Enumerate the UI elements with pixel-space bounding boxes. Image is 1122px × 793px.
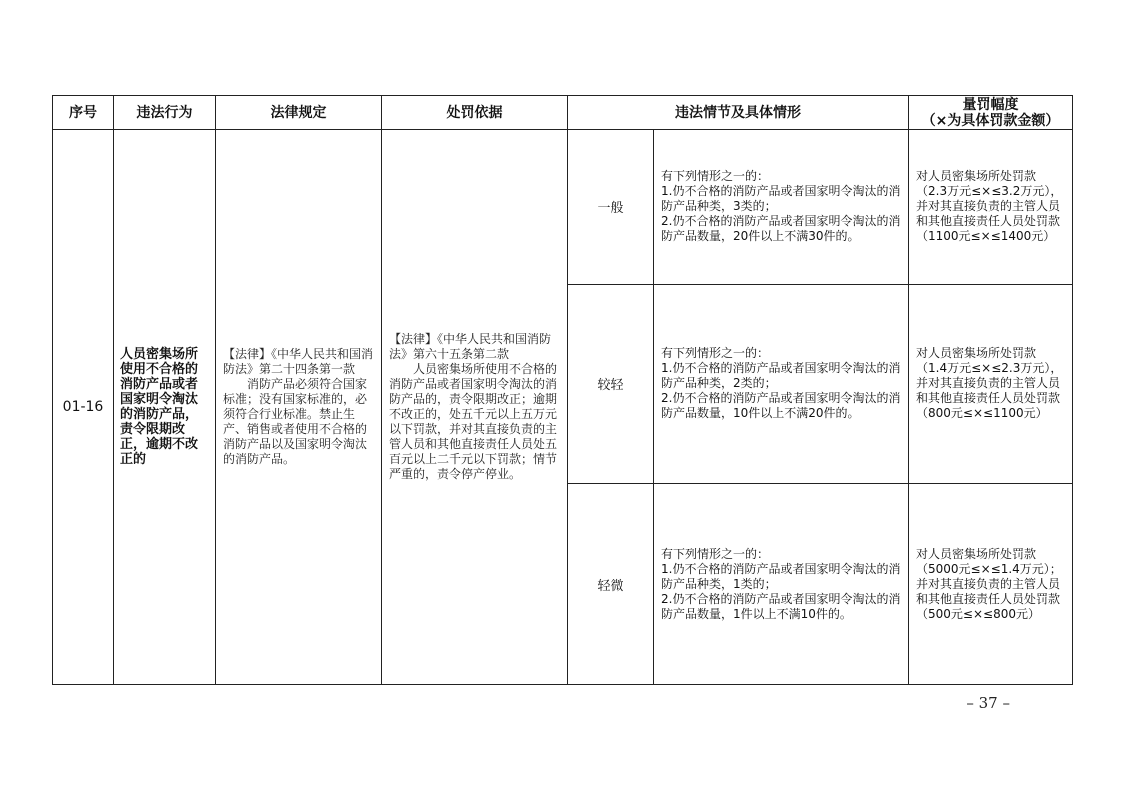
header-id: 序号	[53, 96, 114, 130]
row-basis	[382, 130, 568, 685]
level-circumstance	[654, 284, 909, 484]
basis-body: 人员密集场所使用不合格的消防产品或者国家明令淘汰的消防产品的，责令限期改正；逾期不改正的，处五千元以上五万元以下罚款，并对其直接负责的主管人员和其他直接责任人员处五百元以上二千元以下罚款；情节严重的，责令停产停业。	[389, 362, 558, 481]
header-basis: 处罚依据	[382, 96, 568, 130]
basis-title: 【法律】《中华人民共和国消防法》第六十五条第二款	[389, 332, 552, 361]
level-label: 轻微	[568, 484, 654, 685]
level-label: 一般	[568, 130, 654, 285]
level-label: 较轻	[568, 284, 654, 484]
header-amount-line1: 量罚幅度	[962, 96, 1019, 113]
circumstance-text: 有下列情形之一的： 1.仍不合格的消防产品或者国家明令淘汰的消防产品种类，3类的； 2.仍不合格的消防产品或者国家明令淘汰的消防产品数量，20件以上不满30件的。	[661, 169, 901, 244]
header-circumstance: 违法情节及具体情形	[568, 96, 909, 130]
row-law	[216, 130, 382, 685]
level-circumstance	[654, 130, 909, 285]
header-row	[53, 96, 1073, 130]
circumstance-text: 有下列情形之一的： 1.仍不合格的消防产品或者国家明令淘汰的消防产品种类，2类的； 2.仍不合格的消防产品或者国家明令淘汰的消防产品数量，10件以上不满20件的。	[661, 346, 901, 421]
header-amount-line2: （×为具体罚款金额）	[921, 112, 1060, 129]
table-row	[53, 130, 1073, 285]
penalty-table	[52, 95, 1073, 685]
level-circumstance	[654, 484, 909, 685]
page-number: – 37 –	[966, 694, 1010, 712]
header-law: 法律规定	[216, 96, 382, 130]
header-amount	[909, 96, 1073, 130]
level-amount: 对人员密集场所处罚款（2.3万元≤×≤3.2万元），并对其直接负责的主管人员和其他直接责任人员处罚款（1100元≤×≤1400元）	[909, 130, 1073, 285]
row-id: 01-16	[53, 130, 114, 685]
law-body: 消防产品必须符合国家标准；没有国家标准的，必须符合行业标准。禁止生产、销售或者使用不合格的消防产品以及国家明令淘汰的消防产品。	[223, 377, 368, 466]
law-title: 【法律】《中华人民共和国消防法》第二十四条第一款	[223, 347, 374, 376]
header-act: 违法行为	[114, 96, 216, 130]
level-amount: 对人员密集场所处罚款（1.4万元≤×≤2.3万元），并对其直接负责的主管人员和其他直接责任人员处罚款（800元≤×≤1100元）	[909, 284, 1073, 484]
row-act: 人员密集场所使用不合格的消防产品或者国家明令淘汰的消防产品，责令限期改正，逾期不改正的	[114, 130, 216, 685]
level-amount: 对人员密集场所处罚款（5000元≤×≤1.4万元）；并对其直接负责的主管人员和其他直接责任人员处罚款（500元≤×≤800元）	[909, 484, 1073, 685]
circumstance-text: 有下列情形之一的： 1.仍不合格的消防产品或者国家明令淘汰的消防产品种类，1类的； 2.仍不合格的消防产品或者国家明令淘汰的消防产品数量，1件以上不满10件的。	[661, 546, 901, 621]
